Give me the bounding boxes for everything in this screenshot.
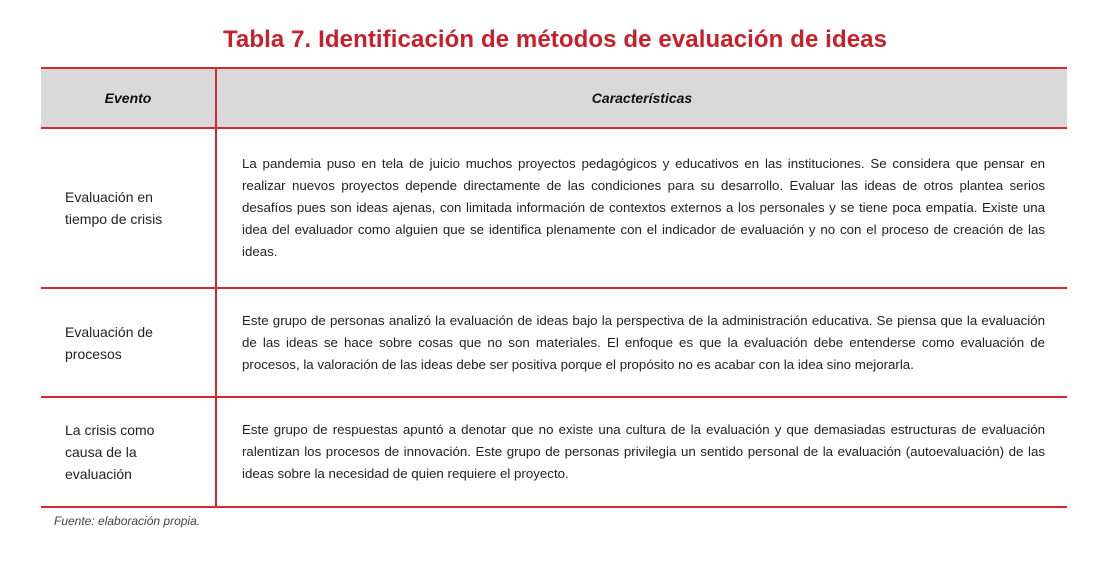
caracteristicas-cell: La pandemia puso en tela de juicio muchos proyectos pedagógicos y educativos en las instituciones. Se considera que pensar en realizar nuevos proyectos depende directamente de las condiciones para su desarrollo. Evaluar las ideas de otros plantea serios desafíos pues son ideas ajenas, con limitada información de contextos externos a los personales y se tiene poca empatía. Existe una idea del evaluador como alguien que se identifica plenamente con el indicador de evaluación y no con el proceso de creación de las ideas. <box>242 156 1045 259</box>
table-row <box>41 398 1067 508</box>
source-note: Fuente: elaboración propia. <box>54 514 201 528</box>
column-header-evento: Evento <box>41 69 217 127</box>
evento-cell: La crisis como causa de la evaluación <box>41 398 217 506</box>
evento-cell: Evaluación de procesos <box>41 289 217 396</box>
table-row <box>41 129 1067 289</box>
evento-cell: Evaluación en tiempo de crisis <box>41 129 217 287</box>
column-header-caracteristicas: Características <box>591 90 693 106</box>
caracteristicas-cell: Este grupo de respuestas apuntó a denotar que no existe una cultura de la evaluación y que demasiadas estructuras de evaluación ralentizan los procesos de innovación. Este grupo de personas privilegia un sentido personal de la evaluación (autoevaluación) de las ideas sobre la necesidad de quien requiere el proyecto. <box>242 422 1045 481</box>
caracteristicas-cell: Este grupo de personas analizó la evaluación de ideas bajo la perspectiva de la administración educativa. Se piensa que la evaluación de las ideas se hace sobre cosas que no son materiales. El enfoque es que la evaluación debe entenderse como evaluación de procesos, la valoración de las ideas debe ser positiva porque el propósito no es acabar con la idea sino mejorarla. <box>242 312 1045 372</box>
table-row <box>41 289 1067 398</box>
table-title: Tabla 7. Identificación de métodos de evaluación de ideas <box>222 26 888 53</box>
evaluation-methods-table <box>41 67 1067 508</box>
table-header-row <box>41 69 1067 129</box>
